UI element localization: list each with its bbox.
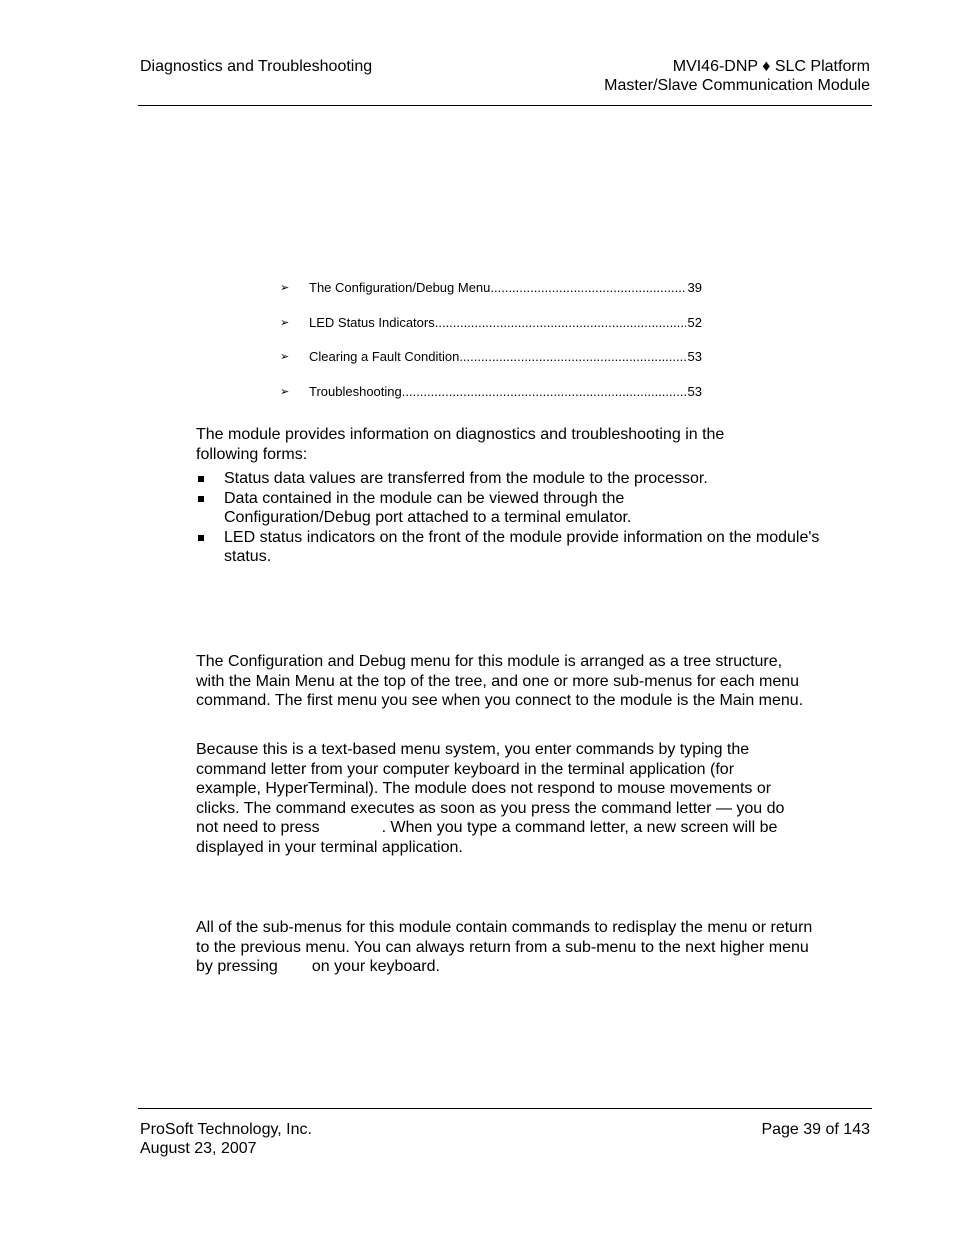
submenu-paragraph-part2: on your keyboard. [311,958,440,976]
toc-leader [402,384,686,400]
toc-item[interactable] [280,349,702,365]
toc-leader [435,315,686,331]
header-rule [138,105,872,106]
square-bullet-icon [198,535,204,541]
square-bullet-icon [198,496,204,502]
footer-company: ProSoft Technology, Inc. [140,1121,312,1138]
submenu-paragraph-part1: All of the sub-menus for this module contain commands to redisplay the menu or return to the previous menu. You can always return from a sub-menu to the next higher menu by pressing [196,919,813,976]
toc-item[interactable] [280,384,702,400]
footer-date: August 23, 2007 [140,1140,257,1157]
footer-rule [138,1108,872,1109]
text-menu-paragraph-part1: Because this is a text-based menu system, you enter commands by typing the command letter from your computer keyboard in the terminal application (for example, HyperTerminal). The module does not respond to mouse movements or clicks. The command executes as soon as you press the command letter — you do not need to press [196,741,785,837]
toc-item-page: 39 [687,280,702,295]
toc-item-title: LED Status Indicators [309,315,435,330]
toc-item[interactable] [280,315,702,331]
bullet-text: Status data values are transferred from the module to the processor. [224,470,708,487]
submenu-paragraph [196,918,814,977]
header-product: MVI46-DNP ♦ SLC Platform [672,58,870,75]
toc-item[interactable] [280,280,702,296]
square-bullet-icon [198,476,204,482]
intro-bullet-list [196,469,820,567]
toc-item-page: 53 [687,384,702,399]
toc-item-title: Clearing a Fault Condition [309,349,460,364]
arrow-bullet-icon: ➢ [280,282,290,294]
footer-page-number: Page 39 of 143 [761,1121,870,1138]
toc-leader [490,280,685,296]
text-menu-paragraph [196,740,802,858]
arrow-bullet-icon: ➢ [280,386,290,398]
bullet-text: LED status indicators on the front of the module provide information on the module's status. [224,528,820,566]
toc-item-page: 52 [687,315,702,330]
bullet-item [196,489,664,528]
text-menu-paragraph-part2: . When you type a command letter, a new screen will be displayed in your terminal application. [196,819,778,856]
header-section-title: Diagnostics and Troubleshooting [140,58,373,75]
toc-item-title: Troubleshooting [309,384,402,399]
menu-structure-paragraph: The Configuration and Debug menu for this module is arranged as a tree structure, with the Main Menu at the top of the tree, and one or more sub-menus for each menu command. The first menu you see when you connect to the module is the Main menu. [196,653,804,710]
toc-item-page: 53 [687,349,702,364]
toc-leader [459,349,685,365]
bullet-item [196,469,816,489]
header-product-subtitle: Master/Slave Communication Module [604,77,870,94]
arrow-bullet-icon: ➢ [280,317,290,329]
toc-item-title: The Configuration/Debug Menu [309,280,491,295]
bullet-item [196,528,824,567]
bullet-text: Data contained in the module can be viewed through the Configuration/Debug port attached to a terminal emulator. [224,489,632,527]
arrow-bullet-icon: ➢ [280,351,290,363]
intro-paragraph: The module provides information on diagnostics and troubleshooting in the following forms: [196,426,725,463]
